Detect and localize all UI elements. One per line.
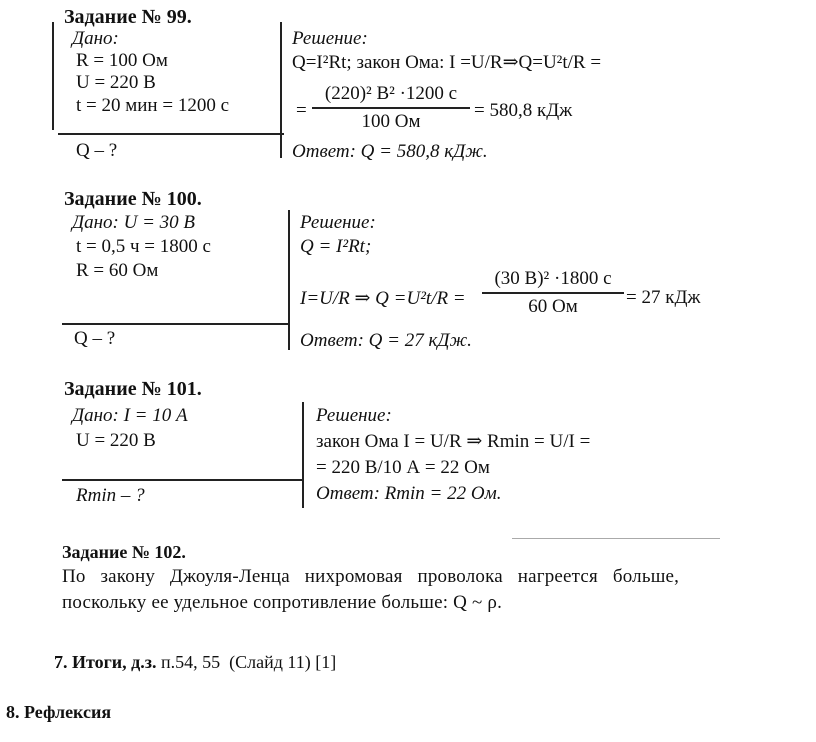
task-101-solution-label: Решение:: [316, 405, 392, 426]
task-100-solution-border: [288, 210, 290, 350]
section-7-text: п.54, 55 (Слайд 11) [1]: [156, 652, 337, 672]
task-99-denominator: 100 Ом: [361, 111, 421, 132]
task-101-given-i: Дано: I = 10 А: [72, 405, 188, 426]
task-100-given-divider: [62, 323, 290, 325]
task-100-result: = 27 кДж: [626, 287, 701, 308]
task-99-given-t: t = 20 мин = 1200 с: [76, 95, 230, 116]
task-101-given-divider: [62, 479, 302, 481]
task-100-find: Q – ?: [74, 328, 116, 349]
fraction-bar: [312, 107, 470, 109]
task-101-calc: = 220 В/10 А = 22 Ом: [316, 457, 490, 478]
task-99-find: Q – ?: [76, 140, 118, 161]
decorative-rule: [512, 538, 720, 539]
task-99-fraction: [312, 83, 470, 133]
task-101-formula: закон Ома I = U/R ⇒ Rmin = U/I =: [316, 431, 591, 452]
task-102-text-line-1: По закону Джоуля-Ленца нихромовая проволока нагреется больше,: [62, 566, 680, 587]
task-100-title: Задание № 100.: [64, 188, 202, 210]
task-99-given-divider: [58, 133, 284, 135]
task-100-numerator: (30 В)² ·1800 с: [494, 268, 612, 289]
task-100-given-r: R = 60 Ом: [76, 260, 159, 281]
task-99-given-label: Дано:: [72, 28, 119, 49]
task-101-solution-border: [302, 402, 304, 508]
task-100-given-u: Дано: U = 30 В: [72, 212, 195, 233]
task-100-answer: Ответ: Q = 27 кДж.: [300, 330, 472, 351]
task-99-answer: Ответ: Q = 580,8 кДж.: [292, 141, 488, 162]
task-102-text-line-2: поскольку ее удельное сопротивление больше: Q ~ ρ.: [62, 592, 503, 613]
task-101-given-u: U = 220 В: [76, 430, 156, 451]
task-100-formula-q: Q = I²Rt;: [300, 236, 372, 257]
task-100-denominator: 60 Ом: [528, 296, 578, 317]
task-99-formula: Q=I²Rt; закон Ома: I =U/R⇒Q=U²t/R =: [292, 52, 602, 73]
task-100-fraction: [482, 268, 624, 318]
task-101-answer: Ответ: Rmin = 22 Ом.: [316, 483, 502, 504]
task-100-given-t: t = 0,5 ч = 1800 с: [76, 236, 211, 257]
task-101-find: Rmin – ?: [76, 485, 145, 506]
task-99-numerator: (220)² В² ·1200 с: [324, 83, 458, 104]
task-99-solution-border: [280, 22, 282, 158]
fraction-bar: [482, 292, 624, 294]
task-99-left-border: [52, 22, 54, 130]
task-102-title: Задание № 102.: [62, 542, 186, 562]
task-100-solution-label: Решение:: [300, 212, 376, 233]
task-99-result: = 580,8 кДж: [474, 100, 573, 121]
task-101-title: Задание № 101.: [64, 378, 202, 400]
section-8-label: 8. Рефлексия: [6, 702, 112, 722]
section-7: [54, 652, 336, 673]
task-100-formula-ohm: I=U/R ⇒ Q =U²t/R =: [300, 288, 466, 309]
task-99-given-r: R = 100 Ом: [76, 50, 168, 71]
task-99-given-u: U = 220 В: [76, 72, 156, 93]
section-7-label: 7. Итоги, д.з.: [54, 652, 157, 672]
task-99-title: Задание № 99.: [64, 6, 192, 28]
task-99-solution-label: Решение:: [292, 28, 368, 49]
task-99-equals: =: [296, 100, 307, 121]
